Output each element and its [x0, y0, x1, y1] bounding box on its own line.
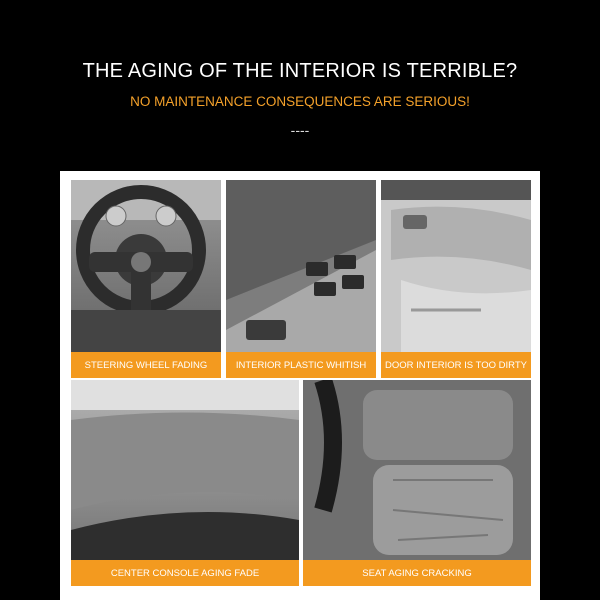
- interior-plastic-panel: [226, 180, 376, 378]
- panel-label: CENTER CONSOLE AGING FADE: [71, 560, 299, 586]
- panel-label: DOOR INTERIOR IS TOO DIRTY: [381, 352, 531, 378]
- seat-panel: [303, 380, 531, 586]
- center-console-panel: [71, 380, 299, 586]
- panel-label: SEAT AGING CRACKING: [303, 560, 531, 586]
- interior-plastic-image: [226, 180, 376, 378]
- page-title: THE AGING OF THE INTERIOR IS TERRIBLE?: [82, 60, 518, 82]
- image-grid-frame: [60, 171, 540, 600]
- divider: ----: [290, 122, 310, 138]
- page-subtitle: NO MAINTENANCE CONSEQUENCES ARE SERIOUS!: [130, 94, 470, 109]
- steering-wheel-panel: [71, 180, 221, 378]
- center-console-image: [71, 380, 299, 586]
- door-interior-image: [381, 180, 531, 378]
- panel-label: STEERING WHEEL FADING: [71, 352, 221, 378]
- door-interior-panel: [381, 180, 531, 378]
- panel-label: INTERIOR PLASTIC WHITISH: [226, 352, 376, 378]
- seat-image: [303, 380, 531, 586]
- steering-wheel-image: [71, 180, 221, 378]
